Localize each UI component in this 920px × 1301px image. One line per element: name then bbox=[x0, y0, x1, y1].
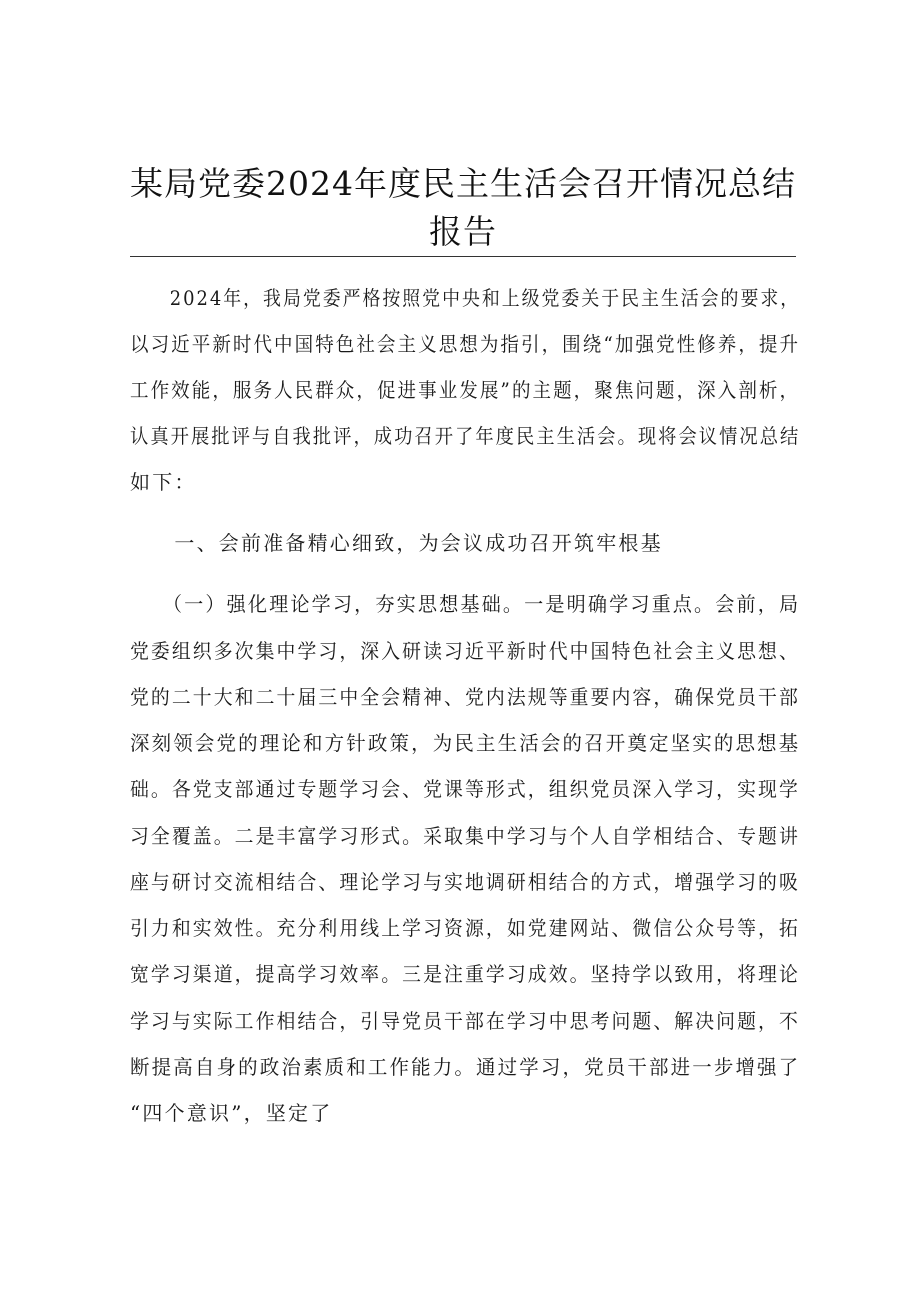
paragraph-line-10: 学习与实际工作相结合，引导党员干部在学习中思考问题、解决问题，不 bbox=[130, 1009, 800, 1033]
paragraph-line-7: 座与研讨交流相结合、理论学习与实地调研相结合的方式，增强学习的吸 bbox=[130, 870, 800, 894]
document-title-line-1: 某局党委2024年度民主生活会召开情况总结 bbox=[130, 164, 796, 203]
paragraph-line-8: 引力和实效性。充分利用线上学习资源，如党建网站、微信公众号等，拓 bbox=[130, 916, 800, 940]
paragraph-line-9: 宽学习渠道，提高学习效率。三是注重学习成效。坚持学以致用，将理论 bbox=[130, 962, 800, 986]
paragraph-line-12: “四个意识”，坚定了 bbox=[130, 1101, 333, 1125]
paragraph-line-6: 习全覆盖。二是丰富学习形式。采取集中学习与个人自学相结合、专题讲 bbox=[130, 824, 800, 848]
intro-line-3: 工作效能，服务人民群众，促进事业发展”的主题，聚焦问题，深入剖析， bbox=[130, 378, 801, 402]
intro-line-5: 如下： bbox=[130, 470, 197, 494]
title-divider bbox=[130, 256, 796, 257]
paragraph-line-11: 断提高自身的政治素质和工作能力。通过学习，党员干部进一步增强了 bbox=[130, 1055, 801, 1079]
document-title-line-2: 报告 bbox=[429, 212, 497, 251]
intro-line-1: 2024年，我局党委严格按照党中央和上级党委关于民主生活会的要求， bbox=[130, 286, 801, 310]
paragraph-line-5: 础。各党支部通过专题学习会、党课等形式，组织党员深入学习，实现学 bbox=[130, 777, 800, 801]
paragraph-line-3: 党的二十大和二十届三中全会精神、党内法规等重要内容，确保党员干部 bbox=[130, 685, 800, 709]
paragraph-line-2: 党委组织多次集中学习，深入研读习近平新时代中国特色社会主义思想、 bbox=[130, 639, 800, 663]
section-heading-1: 一、会前准备精心细致，为会议成功召开筑牢根基 bbox=[130, 531, 663, 555]
intro-line-2: 以习近平新时代中国特色社会主义思想为指引，围绕“加强党性修养，提升 bbox=[130, 332, 801, 356]
paragraph-line-4: 深刻领会党的理论和方针政策，为民主生活会的召开奠定坚实的思想基 bbox=[130, 731, 801, 755]
intro-line-4: 认真开展批评与自我批评，成功召开了年度民主生活会。现将会议情况总结 bbox=[130, 424, 801, 448]
paragraph-line-1: （一）强化理论学习，夯实思想基础。一是明确学习重点。会前，局 bbox=[130, 592, 801, 616]
